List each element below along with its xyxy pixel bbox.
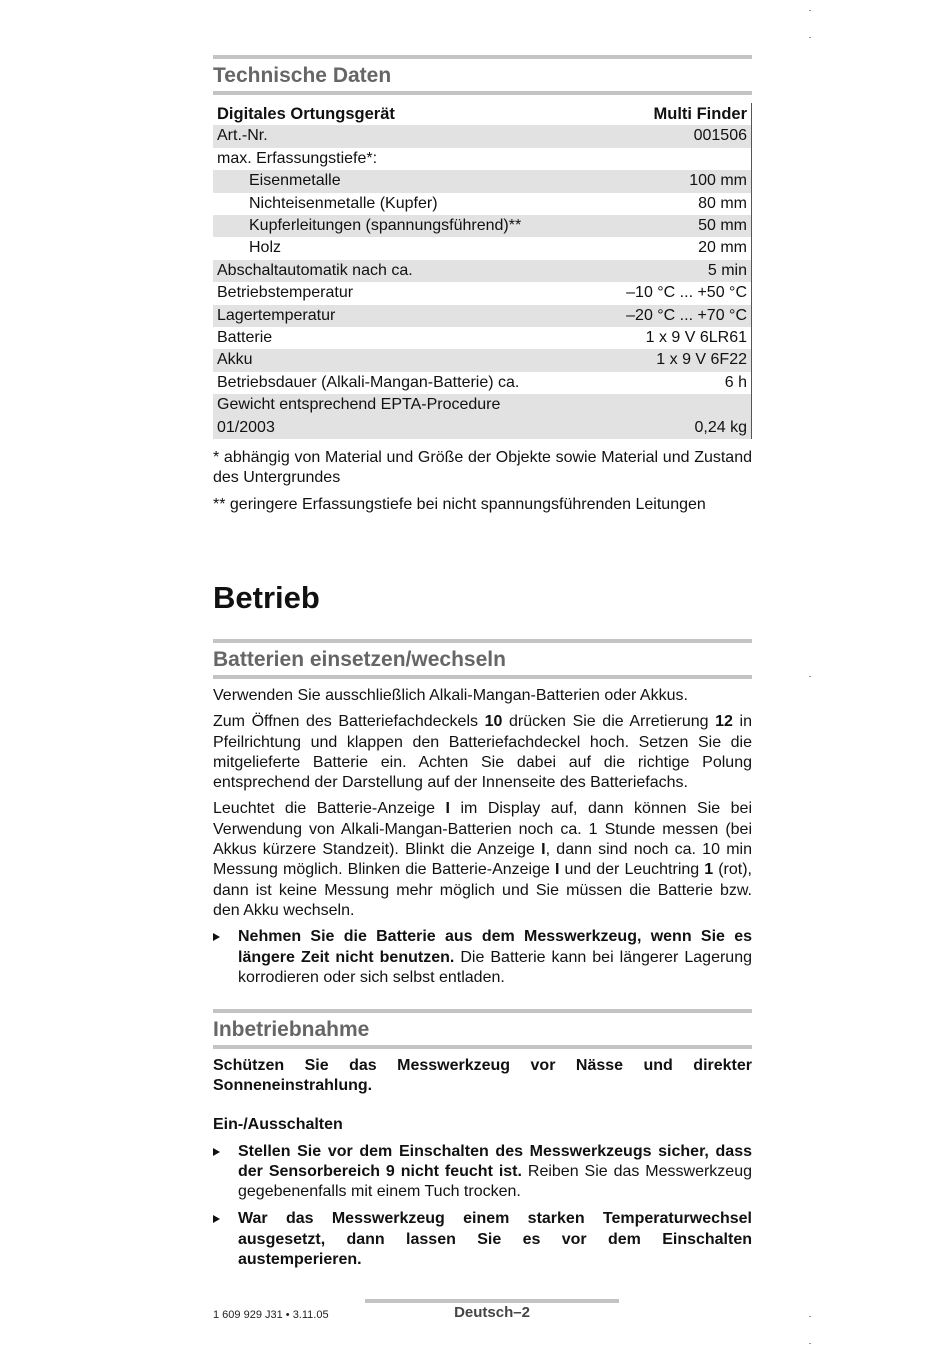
on-off-subheading: Ein-/Ausschalten (213, 1115, 343, 1133)
startup-bullet-1: Stellen Sie vor dem Einschalten des Messwerkzeugs sicher, dass der Sensorbereich 9 nicht feucht ist. Reiben Sie das Messwerkzeug gegebenenfalls mit einem Tuch trocken. (213, 1142, 752, 1203)
document-code: 1 609 929 J31 • 3.11.05 (213, 1309, 329, 1321)
row-label: Batterie (217, 329, 273, 347)
table-row (213, 349, 752, 371)
row-value: 6 h (594, 372, 752, 394)
row-label (213, 394, 594, 439)
row-value: 0,24 kg (594, 394, 752, 439)
footnote-2: ** geringere Erfassungstiefe bei nicht spannungsführenden Leitungen (213, 495, 706, 513)
row-value: 50 mm (594, 215, 752, 237)
technical-data-heading: Technische Daten (213, 55, 752, 95)
table-header-label: Digitales Ortungsgerät (217, 105, 395, 123)
row-label: max. Erfassungstiefe*: (217, 149, 378, 167)
footnote-1: * abhängig von Material und Größe der Objekte sowie Material und Zustand des Untergrundes (213, 449, 752, 487)
table-row (213, 125, 752, 147)
table-row (213, 372, 752, 394)
row-value: 20 mm (594, 237, 752, 259)
table-row (213, 193, 752, 215)
row-label: Art.-Nr. (213, 125, 594, 147)
bullet-triangle-icon (213, 1215, 220, 1223)
row-value: 5 min (594, 260, 752, 282)
table-header-row (213, 103, 752, 125)
table-row (213, 327, 752, 349)
batteries-paragraph-3: Leuchtet die Batterie-Anzeige I im Display auf, dann können Sie bei Verwendung von Alkali-Mangan-Batterien noch ca. 1 Stunde messen (bei Akkus kürzere Standzeit). Blinkt die Anzeige I, dann sind noch ca. 10 min Messung möglich. Blinken die Batterie-Anzeige I und der Leuchtring 1 (rot), dann ist keine Messung mehr möglich und Sie müssen die Batterie bzw. den Akku wechseln. (213, 800, 752, 919)
row-label-line: 01/2003 (217, 418, 275, 436)
startup-heading: Inbetriebnahme (213, 1009, 752, 1049)
table-header-value: Multi Finder (594, 103, 752, 125)
row-label: Betriebstemperatur (217, 284, 354, 302)
row-value (594, 148, 752, 170)
row-value: –20 °C ... +70 °C (594, 305, 752, 327)
row-label: Nichteisenmetalle (Kupfer) (249, 194, 438, 212)
crop-mark (809, 10, 811, 11)
table-row (213, 305, 752, 327)
row-label: Akku (213, 349, 594, 371)
table-row (213, 394, 752, 439)
batteries-paragraph-2: Zum Öffnen des Batteriefachdeckels 10 drücken Sie die Arretierung 12 in Pfeilrichtung und klappen den Batteriefachdeckel hoch. Setzen Sie die mitgelieferte Batterie ein. Achten Sie dabei auf die richtige Polung entsprechend der Darstellung auf der Innenseite des Batteriefachs. (213, 713, 753, 792)
batteries-heading: Batterien einsetzen/wechseln (213, 639, 752, 679)
row-value: 001506 (594, 125, 752, 147)
batteries-section (213, 639, 752, 988)
table-row (213, 282, 752, 304)
startup-bullet-2: War das Messwerkzeug einem starken Temperaturwechsel ausgesetzt, dann lassen Sie es vor dem Einschalten austemperieren. (213, 1209, 752, 1270)
row-value: 1 x 9 V 6F22 (594, 349, 752, 371)
technical-data-section (213, 55, 752, 515)
crop-mark (809, 37, 811, 38)
bullet-triangle-icon (213, 933, 220, 941)
row-value: 1 x 9 V 6LR61 (594, 327, 752, 349)
table-row (213, 148, 752, 170)
table-row (213, 260, 752, 282)
crop-mark (809, 1316, 811, 1317)
row-value: 80 mm (594, 193, 752, 215)
row-label: Eisenmetalle (213, 170, 594, 192)
batteries-bullet: Nehmen Sie die Batterie aus dem Messwerkzeug, wenn Sie es längere Zeit nicht benutzen. Die Batterie kann bei längerer Lagerung korrodieren oder sich selbst entladen. (213, 927, 752, 988)
spec-table (213, 103, 752, 439)
row-label: Holz (249, 239, 282, 257)
row-label: Kupferleitungen (spannungsführend)** (213, 215, 594, 237)
row-value: –10 °C ... +50 °C (594, 282, 752, 304)
crop-mark (809, 676, 811, 677)
batteries-paragraph-1: Verwenden Sie ausschließlich Alkali-Mangan-Batterien oder Akkus. (213, 687, 688, 704)
row-label: Lagertemperatur (213, 305, 594, 327)
table-row (213, 237, 752, 259)
table-row (213, 170, 752, 192)
startup-warning: Schützen Sie das Messwerkzeug vor Nässe und direkter Sonneneinstrahlung. (213, 1057, 752, 1095)
crop-mark (809, 1343, 811, 1344)
operation-title: Betrieb (213, 580, 320, 615)
row-label: Abschaltautomatik nach ca. (213, 260, 594, 282)
startup-section (213, 1009, 752, 1270)
bullet-triangle-icon (213, 1148, 220, 1156)
row-label-line: Gewicht entsprechend EPTA-Procedure (217, 396, 501, 414)
row-value: 100 mm (594, 170, 752, 192)
row-label: Betriebsdauer (Alkali-Mangan-Batterie) ca. (217, 373, 520, 391)
table-row (213, 215, 752, 237)
page-number: Deutsch–2 (365, 1299, 619, 1321)
